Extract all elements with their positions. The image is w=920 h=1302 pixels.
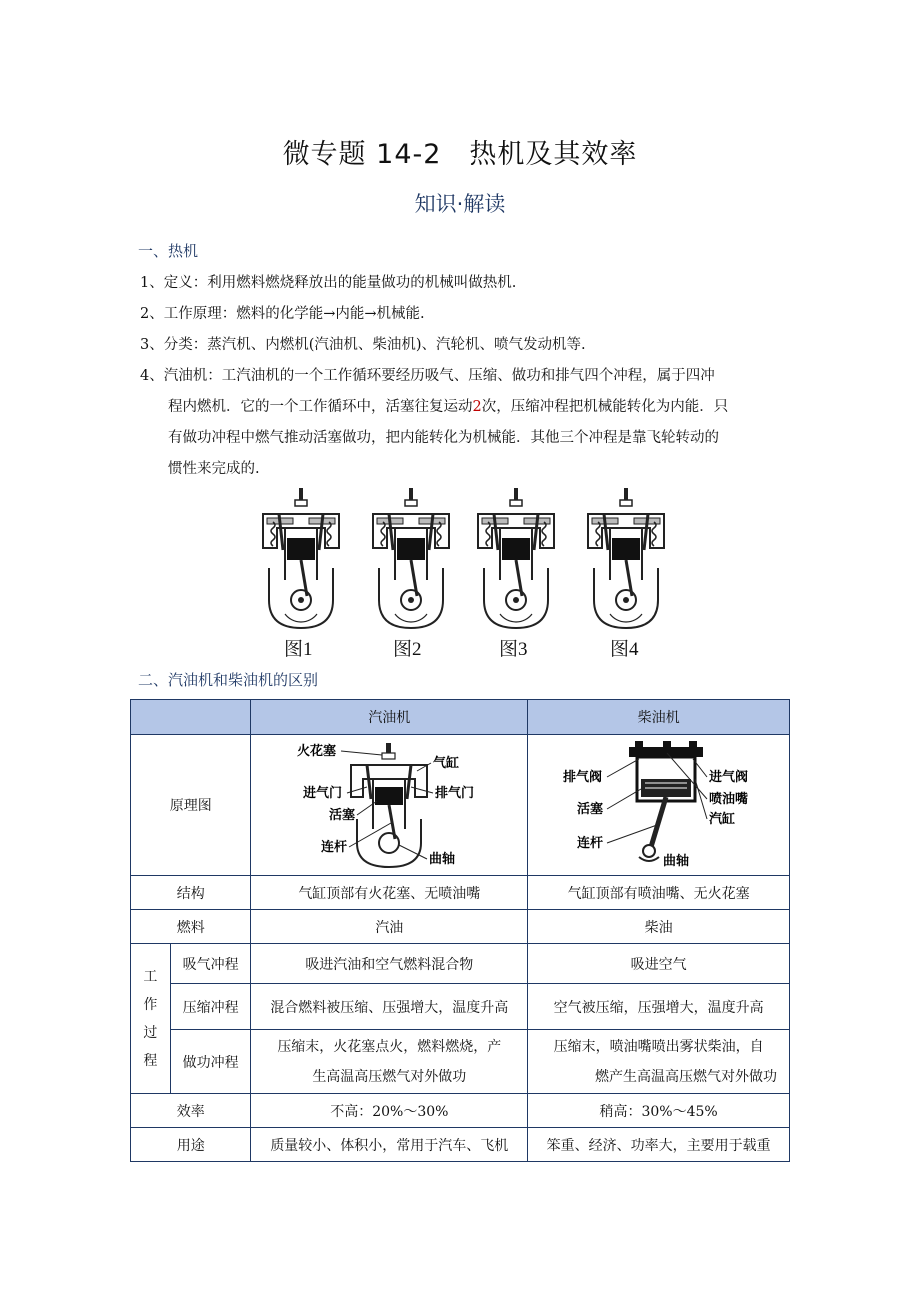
table-header-row (131, 700, 790, 735)
header-empty-cell (131, 700, 251, 735)
label-piston: 活塞 (576, 802, 603, 817)
item4-line1: 4、汽油机：工汽油机的一个工作循环要经历吸气、压缩、做功和排气四个冲程，属于四冲 (140, 368, 715, 384)
process-label-cell (131, 944, 171, 1094)
page-subtitle: 知识·解读 (414, 192, 506, 216)
row-label-intake: 吸气冲程 (170, 944, 251, 984)
figure-label-3: 图3 (499, 639, 528, 660)
label-intake-valve: 进气门 (303, 786, 343, 801)
figure-label-1: 图1 (284, 639, 313, 660)
fuel-gasoline: 汽油 (251, 910, 528, 944)
intake-gasoline: 吸进汽油和空气燃料混合物 (251, 944, 528, 984)
fuel-diesel: 柴油 (528, 910, 790, 944)
row-label-efficiency: 效率 (131, 1094, 251, 1128)
label-injector: 喷油嘴 (708, 792, 748, 807)
row-label-usage: 用途 (131, 1128, 251, 1162)
row-label-compression: 压缩冲程 (170, 984, 251, 1030)
item4-line2-b: 次，压缩冲程把机械能转化为内能．只 (481, 399, 729, 415)
engine-figure-3 (478, 488, 554, 628)
table-row-usage (131, 1128, 790, 1162)
four-stroke-figures (255, 488, 675, 633)
diesel-diagram-cell (528, 735, 790, 876)
compression-diesel: 空气被压缩，压强增大，温度升高 (528, 984, 790, 1030)
power-diesel-line2: 燃产生高温高压燃气对外做功 (595, 1068, 777, 1085)
label-exhaust-valve: 排气阀 (562, 770, 602, 785)
intake-diesel: 吸进空气 (528, 944, 790, 984)
figure-label-4: 图4 (610, 639, 639, 660)
diesel-engine-diagram (559, 739, 759, 871)
engine-figure-1 (263, 488, 339, 628)
principle-item: 2、工作原理：燃料的化学能→内能→机械能. (140, 306, 425, 322)
label-cylinder: 气缸 (433, 756, 460, 771)
section-heading-comparison: 二、汽油机和柴油机的区别 (138, 671, 319, 689)
table-row-diagram (131, 735, 790, 876)
power-gasoline-line2: 生高温高压燃气对外做功 (312, 1068, 467, 1085)
table-row-compression (131, 984, 790, 1030)
power-diesel (528, 1030, 790, 1094)
label-crankshaft: 曲轴 (662, 854, 689, 869)
row-label-power: 做功冲程 (170, 1030, 251, 1094)
process-char-3: 过 (143, 1024, 158, 1041)
usage-diesel: 笨重、经济、功率大，主要用于载重 (528, 1128, 790, 1162)
power-gasoline-line1: 压缩末，火花塞点火，燃料燃烧，产 (277, 1038, 502, 1055)
label-piston: 活塞 (329, 808, 356, 823)
label-crankshaft: 曲轴 (429, 852, 456, 867)
usage-gasoline: 质量较小、体积小，常用于汽车、飞机 (251, 1128, 528, 1162)
label-spark-plug: 火花塞 (297, 744, 337, 759)
header-diesel: 柴油机 (528, 700, 790, 735)
figure-label-2: 图2 (393, 639, 422, 660)
item4-line2 (140, 392, 780, 423)
row-label-diagram: 原理图 (131, 735, 251, 876)
gasoline-engine-diagram (289, 739, 489, 871)
item4-line3: 有做功冲程中燃气推动活塞做功，把内能转化为机械能．其他三个冲程是靠飞轮转动的 (168, 430, 719, 446)
efficiency-diesel: 稍高：30%～45% (528, 1094, 790, 1128)
structure-gasoline: 气缸顶部有火花塞、无喷油嘴 (251, 876, 528, 910)
structure-diesel: 气缸顶部有喷油嘴、无火花塞 (528, 876, 790, 910)
table-row-fuel (131, 910, 790, 944)
table-row-structure (131, 876, 790, 910)
comparison-table (130, 699, 790, 1162)
table-row-power (131, 1030, 790, 1094)
label-exhaust-valve: 排气门 (435, 786, 475, 801)
row-label-structure: 结构 (131, 876, 251, 910)
compression-gasoline: 混合燃料被压缩、压强增大，温度升高 (251, 984, 528, 1030)
engine-figure-4 (588, 488, 664, 628)
label-cylinder: 汽缸 (708, 812, 735, 827)
engine-figure-2 (373, 488, 449, 628)
gasoline-diagram-cell (251, 735, 528, 876)
power-gasoline (251, 1030, 528, 1094)
gasoline-engine-paragraph (140, 361, 780, 485)
label-connecting-rod: 连杆 (576, 836, 603, 851)
label-intake-valve: 进气阀 (708, 770, 748, 785)
header-gasoline: 汽油机 (251, 700, 528, 735)
item4-line2-a: 程内燃机．它的一个工作循环中，活塞往复运动 (168, 399, 473, 415)
table-row-intake (131, 944, 790, 984)
item4-line4: 惯性来完成的. (168, 461, 260, 477)
power-diesel-line1: 压缩末，喷油嘴喷出雾状柴油，自 (553, 1038, 764, 1055)
process-char-1: 工 (143, 968, 158, 985)
definition-item: 1、定义：利用燃料燃烧释放出的能量做功的机械叫做热机. (140, 275, 517, 291)
table-row-efficiency (131, 1094, 790, 1128)
classification-item: 3、分类：蒸汽机、内燃机(汽油机、柴油机)、汽轮机、喷气发动机等. (140, 337, 586, 353)
page-title: 微专题 14-2 热机及其效率 (282, 139, 638, 170)
efficiency-gasoline: 不高：20%～30% (251, 1094, 528, 1128)
section-heading-heat-engine: 一、热机 (138, 242, 199, 260)
row-label-fuel: 燃料 (131, 910, 251, 944)
process-char-4: 程 (143, 1052, 158, 1069)
label-connecting-rod: 连杆 (321, 840, 348, 855)
stroke-count: 2 (472, 399, 482, 415)
process-char-2: 作 (143, 996, 158, 1013)
